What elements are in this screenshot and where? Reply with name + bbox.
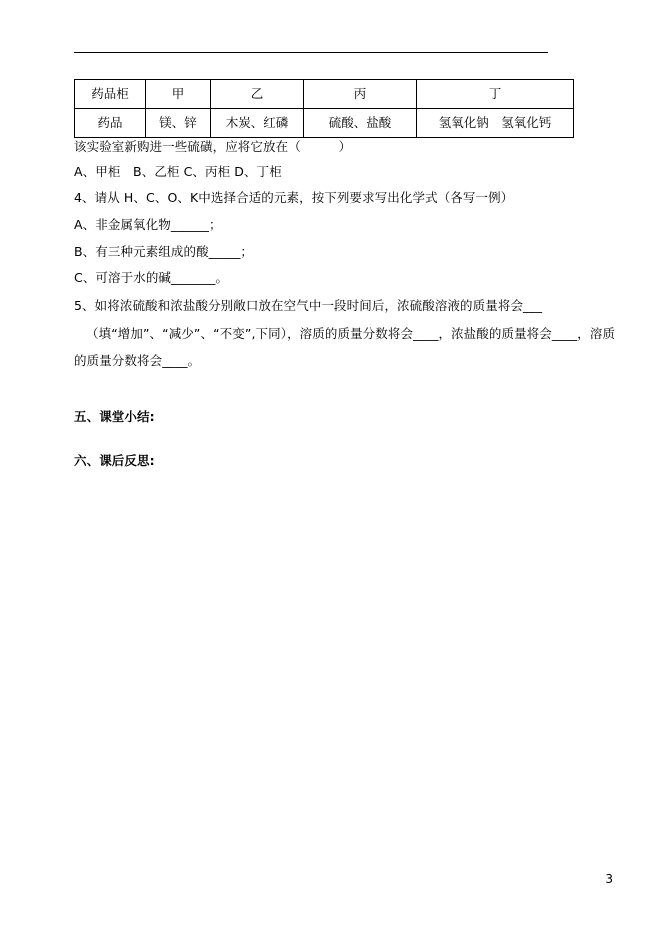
table-cell-cabinet-d: 丁 xyxy=(417,80,574,109)
paragraph-question-4-c: C、可溶于水的碱_______。 xyxy=(74,270,229,285)
table-cell-drug-c: 硫酸、盐酸 xyxy=(304,109,417,138)
page-number: 3 xyxy=(605,872,613,886)
table-row xyxy=(75,109,574,138)
table-cell-cabinet-a: 甲 xyxy=(146,80,211,109)
chemical-cabinet-table xyxy=(74,79,574,138)
table-cell-cabinet-header: 药品柜 xyxy=(75,80,146,109)
header-divider xyxy=(74,52,548,53)
paragraph-question-5-cont-1: （填“增加”、“减少”、“不变”,下同），溶质的质量分数将会____，浓盐酸的质量将会____，溶质 xyxy=(86,326,616,341)
paragraph-question-4-stem: 4、请从 H、C、O、K中选择合适的元素，按下列要求写出化学式（各写一例） xyxy=(74,190,514,205)
section-heading-after-class-reflection: 六、课后反思: xyxy=(74,453,155,468)
paragraph-question-3-options: A、甲柜 B、乙柜 C、丙柜 D、丁柜 xyxy=(74,164,282,179)
paragraph-question-5-stem: 5、如将浓硫酸和浓盐酸分别敞口放在空气中一段时间后，浓硫酸溶液的质量将会___ xyxy=(74,298,543,313)
paragraph-question-3-stem: 该实验室新购进一些硫磺，应将它放在（ ） xyxy=(74,139,352,154)
paragraph-question-4-a: A、非金属氧化物______； xyxy=(74,217,222,232)
table-cell-drug-header: 药品 xyxy=(75,109,146,138)
table-cell-drug-b: 木炭、红磷 xyxy=(211,109,304,138)
table-row xyxy=(75,80,574,109)
table-cell-drug-a: 镁、锌 xyxy=(146,109,211,138)
section-heading-class-summary: 五、课堂小结: xyxy=(74,409,155,424)
table-cell-cabinet-b: 乙 xyxy=(211,80,304,109)
paragraph-question-4-b: B、有三种元素组成的酸_____； xyxy=(74,244,254,259)
table-cell-drug-d: 氢氧化钠 氢氧化钙 xyxy=(417,109,574,138)
paragraph-question-5-cont-2: 的质量分数将会____。 xyxy=(74,353,201,368)
table-cell-cabinet-c: 丙 xyxy=(304,80,417,109)
